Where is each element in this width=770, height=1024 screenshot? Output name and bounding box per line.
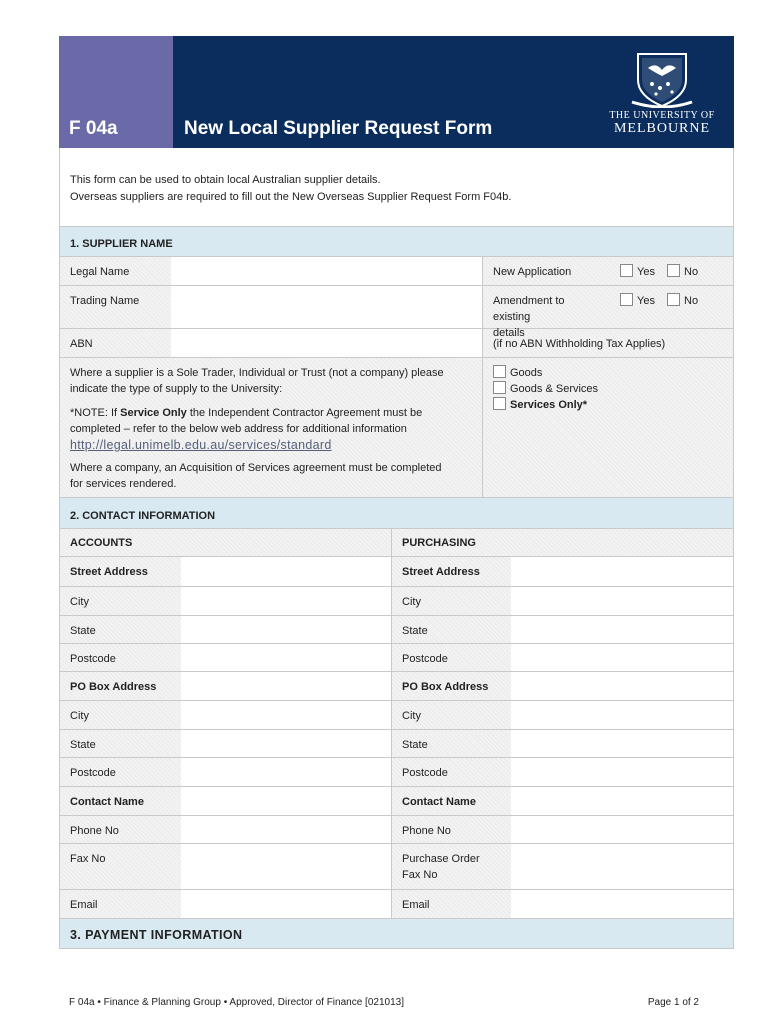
purchasing-po-city-input[interactable] xyxy=(511,701,733,729)
goods-label: Goods xyxy=(510,367,543,379)
new-application-yes-label: Yes xyxy=(637,266,655,278)
section-2-header xyxy=(59,497,734,528)
accounts-po-state-input[interactable] xyxy=(181,730,391,757)
accounts-city-label: City xyxy=(70,596,89,608)
note-bold: Service Only xyxy=(120,407,187,419)
accounts-po-postcode-input[interactable] xyxy=(181,758,391,786)
po-city-row xyxy=(59,700,734,729)
new-application-no-checkbox[interactable] xyxy=(667,264,680,277)
sole-trader-line-2: indicate the type of supply to the University: xyxy=(70,383,283,395)
supply-type-options xyxy=(482,358,733,497)
purchasing-city-label: City xyxy=(391,587,511,615)
abn-note: (if no ABN Withholding Tax Applies) xyxy=(482,329,733,357)
amendment-label-line-1: Amendment to existing xyxy=(493,295,565,323)
company-line-1: Where a company, an Acquisition of Services agreement must be completed xyxy=(70,462,442,474)
purchasing-street-label: Street Address xyxy=(391,557,511,586)
accounts-postcode-input[interactable] xyxy=(181,644,391,671)
amendment-no-label: No xyxy=(684,295,699,307)
accounts-fax-label: Fax No xyxy=(70,853,106,865)
trading-name-row xyxy=(59,285,734,339)
purchasing-po-postcode-label: Postcode xyxy=(391,758,511,786)
new-application-yes[interactable] xyxy=(613,257,667,285)
fax-row xyxy=(59,843,734,889)
purchasing-po-box-input[interactable] xyxy=(511,672,733,700)
purchasing-po-state-input[interactable] xyxy=(511,730,733,757)
form-code: F 04a xyxy=(69,118,118,139)
accounts-state-input[interactable] xyxy=(181,616,391,643)
accounts-po-box-label: PO Box Address xyxy=(70,681,157,693)
accounts-po-city-input[interactable] xyxy=(181,701,391,729)
legal-name-label: Legal Name xyxy=(70,266,130,278)
option-goods[interactable] xyxy=(493,365,733,381)
section-1-title: 1. SUPPLIER NAME xyxy=(70,238,173,250)
services-only-label: Services Only* xyxy=(510,399,588,411)
accounts-po-postcode-label: Postcode xyxy=(70,767,116,779)
accounts-po-state-label: State xyxy=(70,739,96,751)
purchasing-state-input[interactable] xyxy=(511,616,733,643)
intro-line-2: Overseas suppliers are required to fill out the New Overseas Supplier Request Form F04b. xyxy=(70,191,512,203)
goods-services-checkbox[interactable] xyxy=(493,381,506,394)
street-postcode-row xyxy=(59,643,734,671)
new-application-no[interactable] xyxy=(667,257,733,285)
sole-trader-line-1: Where a supplier is a Sole Trader, Individual or Trust (not a company) please xyxy=(70,367,444,379)
amendment-yes[interactable] xyxy=(613,286,667,328)
section-1-header xyxy=(59,226,734,256)
purchasing-contact-label: Contact Name xyxy=(391,787,511,815)
amendment-no[interactable] xyxy=(667,286,733,328)
purchasing-email-label: Email xyxy=(391,890,511,918)
po-box-row xyxy=(59,671,734,700)
crest-icon xyxy=(630,50,694,108)
purchasing-heading: PURCHASING xyxy=(391,529,733,556)
accounts-po-box-input[interactable] xyxy=(181,672,391,700)
option-services-only[interactable] xyxy=(493,397,733,413)
po-fax-line-2: Fax No xyxy=(402,869,438,881)
form-title: New Local Supplier Request Form xyxy=(184,118,493,139)
purchasing-po-box-label: PO Box Address xyxy=(391,672,511,700)
trading-name-label: Trading Name xyxy=(70,295,140,307)
purchasing-contact-input[interactable] xyxy=(511,787,733,815)
intro-text xyxy=(59,148,734,226)
amendment-yes-checkbox[interactable] xyxy=(620,293,633,306)
note-prefix: *NOTE: If xyxy=(70,407,121,419)
service-only-note xyxy=(70,405,472,421)
amendment-label xyxy=(482,286,613,339)
accounts-state-label: State xyxy=(70,625,96,637)
purchasing-po-postcode-input[interactable] xyxy=(511,758,733,786)
po-state-row xyxy=(59,729,734,757)
logo-text-bottom: MELBOURNE xyxy=(613,121,711,136)
abn-row xyxy=(59,328,734,357)
amendment-no-checkbox[interactable] xyxy=(667,293,680,306)
supply-type-row xyxy=(59,357,734,497)
trading-name-input[interactable] xyxy=(171,286,482,328)
logo-text-top: THE UNIVERSITY OF xyxy=(609,110,715,121)
section-3-title: 3. PAYMENT INFORMATION xyxy=(70,928,243,942)
purchasing-city-input[interactable] xyxy=(511,587,733,615)
street-address-row xyxy=(59,556,734,586)
po-postcode-row xyxy=(59,757,734,786)
street-city-row xyxy=(59,586,734,615)
accounts-street-label: Street Address xyxy=(70,566,148,578)
page-footer xyxy=(69,997,699,1008)
page-number: Page 1 of 2 xyxy=(647,997,699,1008)
accounts-email-label: Email xyxy=(70,899,98,911)
purchasing-postcode-label: Postcode xyxy=(391,644,511,671)
email-row xyxy=(59,889,734,918)
purchasing-po-state-label: State xyxy=(391,730,511,757)
accounts-po-city-label: City xyxy=(70,710,89,722)
purchasing-fax-input[interactable] xyxy=(511,844,733,889)
form-header xyxy=(59,36,734,148)
company-line-2: for services rendered. xyxy=(70,478,177,490)
legal-name-input[interactable] xyxy=(171,257,482,285)
legal-services-link[interactable]: http://legal.unimelb.edu.au/services/standard xyxy=(70,438,332,452)
accounts-heading: ACCOUNTS xyxy=(70,537,133,549)
legal-name-row xyxy=(59,256,734,285)
new-application-yes-checkbox[interactable] xyxy=(620,264,633,277)
accounts-email-input[interactable] xyxy=(181,890,391,918)
note-line-2: completed – refer to the below web address for additional information xyxy=(70,423,407,435)
purchasing-street-input[interactable] xyxy=(511,557,733,586)
supply-type-instructions xyxy=(60,358,482,497)
accounts-contact-label: Contact Name xyxy=(70,796,144,808)
new-application-label: New Application xyxy=(482,257,613,285)
footer-info: F 04a • Finance & Planning Group • Approved, Director of Finance [021013] xyxy=(69,997,404,1008)
contact-columns-header xyxy=(59,528,734,556)
accounts-contact-input[interactable] xyxy=(181,787,391,815)
supplier-request-form xyxy=(59,36,734,949)
intro-line-1: This form can be used to obtain local Australian supplier details. xyxy=(70,174,381,186)
section-2-title: 2. CONTACT INFORMATION xyxy=(70,510,216,522)
services-only-checkbox[interactable] xyxy=(493,397,506,410)
purchasing-phone-label: Phone No xyxy=(391,816,511,843)
accounts-postcode-label: Postcode xyxy=(70,653,116,665)
purchasing-phone-input[interactable] xyxy=(511,816,733,843)
contact-name-row xyxy=(59,786,734,815)
goods-checkbox[interactable] xyxy=(493,365,506,378)
abn-label: ABN xyxy=(70,338,93,350)
street-state-row xyxy=(59,615,734,643)
purchasing-state-label: State xyxy=(391,616,511,643)
amendment-yes-label: Yes xyxy=(637,295,655,307)
accounts-street-input[interactable] xyxy=(181,557,391,586)
option-goods-services[interactable] xyxy=(493,381,733,397)
purchasing-postcode-input[interactable] xyxy=(511,644,733,671)
purchasing-po-city-label: City xyxy=(391,701,511,729)
po-fax-line-1: Purchase Order xyxy=(402,853,480,865)
accounts-phone-label: Phone No xyxy=(70,825,119,837)
new-application-no-label: No xyxy=(684,266,699,278)
abn-input[interactable] xyxy=(171,329,482,357)
goods-services-label: Goods & Services xyxy=(510,383,599,395)
note-suffix: the Independent Contractor Agreement must be xyxy=(186,407,423,419)
amendment-label-line-2: details xyxy=(493,327,525,339)
section-3-header xyxy=(59,918,734,949)
purchasing-email-input[interactable] xyxy=(511,890,733,918)
accounts-fax-input[interactable] xyxy=(181,844,391,889)
accounts-city-input[interactable] xyxy=(181,587,391,615)
phone-row xyxy=(59,815,734,843)
accounts-phone-input[interactable] xyxy=(181,816,391,843)
university-logo xyxy=(602,50,722,142)
purchasing-fax-label xyxy=(391,844,511,889)
